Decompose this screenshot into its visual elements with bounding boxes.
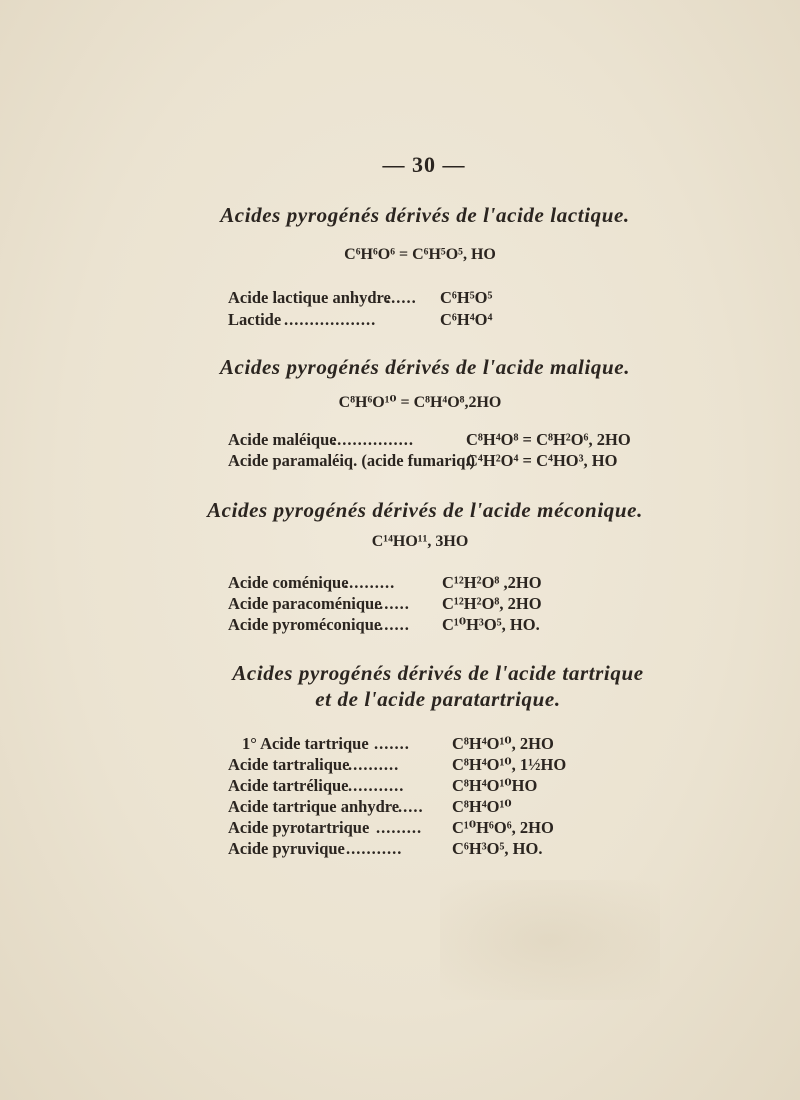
leader-dots: ..........	[344, 573, 396, 592]
list-item	[228, 839, 568, 859]
list-item	[228, 594, 558, 614]
entry-formula: C⁶H⁵O⁵	[440, 288, 493, 307]
entry-name: 1° Acide tartrique	[242, 734, 369, 753]
equation-malique: C⁸H⁶O¹⁰ = C⁸H⁴O⁸,2HO	[338, 394, 502, 411]
entry-name: Acide tartrique anhydre	[228, 797, 400, 816]
list-item	[228, 755, 568, 775]
section-title-malique: Acides pyrogénés dérivés de l'acide malique.	[219, 355, 631, 379]
leader-dots: ...........	[346, 839, 403, 858]
equation-lactique: C⁶H⁶O⁶ = C⁶H⁵O⁵, HO	[344, 246, 496, 263]
leader-dots: ..........	[348, 755, 400, 774]
list-item	[228, 615, 558, 635]
entry-name: Acide tartralique	[228, 755, 350, 774]
leader-dots: ................	[332, 430, 414, 449]
leader-dots: ..................	[284, 310, 377, 329]
list-item	[228, 573, 558, 593]
leader-dots: .........	[376, 818, 423, 837]
entry-name: Acide coménique	[228, 573, 349, 592]
entry-formula: C⁸H⁴O⁸ = C⁸H²O⁶, 2HO	[466, 430, 631, 449]
list-item	[228, 430, 648, 450]
leader-dots: .......	[374, 734, 410, 753]
entry-name: Acide tartrélique	[228, 776, 349, 795]
list-item	[228, 734, 568, 754]
leader-dots: .....	[398, 797, 424, 816]
equation-meconique: C¹⁴HO¹¹, 3HO	[371, 533, 469, 550]
entry-name: Acide lactique anhydre	[228, 288, 391, 307]
list-item	[228, 310, 548, 330]
list-item	[228, 288, 548, 308]
entry-name: Lactide	[228, 310, 282, 329]
entry-name: Acide paracoménique	[228, 594, 382, 613]
entry-formula: C¹⁰H⁶O⁶, 2HO	[452, 818, 554, 837]
leader-dots: .......	[374, 594, 410, 613]
entry-name: Acide maléique	[228, 430, 337, 449]
entry-name: Acide pyroméconique	[228, 615, 382, 634]
list-item	[228, 776, 568, 796]
list-item	[228, 451, 648, 471]
entry-formula: C⁴H²O⁴ = C⁴HO³, HO	[466, 451, 618, 470]
leader-dots: .......	[374, 615, 410, 634]
list-item	[228, 797, 568, 817]
entry-formula: C¹⁰H³O⁵, HO.	[442, 615, 540, 634]
section-title-tartrique: Acides pyrogénés dérivés de l'acide tartrique et de l'acide paratartrique.	[232, 661, 644, 711]
leader-dots: ...........	[348, 776, 405, 795]
entry-formula: C⁶H⁴O⁴	[440, 310, 493, 329]
entry-formula: C¹²H²O⁸ ,2HO	[442, 573, 542, 592]
page-number: — 30 —	[382, 152, 466, 177]
paper-stain	[440, 880, 660, 1000]
section-title-lactique: Acides pyrogénés dérivés de l'acide lactique.	[220, 203, 630, 227]
list-item	[228, 818, 568, 838]
entry-formula: C⁸H⁴O¹⁰, 1½HO	[452, 755, 567, 774]
entry-name: Acide pyruvique	[228, 839, 345, 858]
entry-name: Acide pyrotartrique	[228, 818, 370, 837]
leader-dots: ......	[386, 288, 417, 307]
entry-name: Acide paramaléiq. (acide fumariq.)	[228, 451, 476, 470]
entry-formula: C⁸H⁴O¹⁰, 2HO	[452, 734, 554, 753]
entry-formula: C¹²H²O⁸, 2HO	[442, 594, 542, 613]
entry-formula: C⁸H⁴O¹⁰	[452, 797, 512, 816]
entry-formula: C⁶H³O⁵, HO.	[452, 839, 543, 858]
section-title-meconique: Acides pyrogénés dérivés de l'acide méconique.	[207, 498, 643, 522]
entry-formula: C⁸H⁴O¹⁰HO	[452, 776, 538, 795]
